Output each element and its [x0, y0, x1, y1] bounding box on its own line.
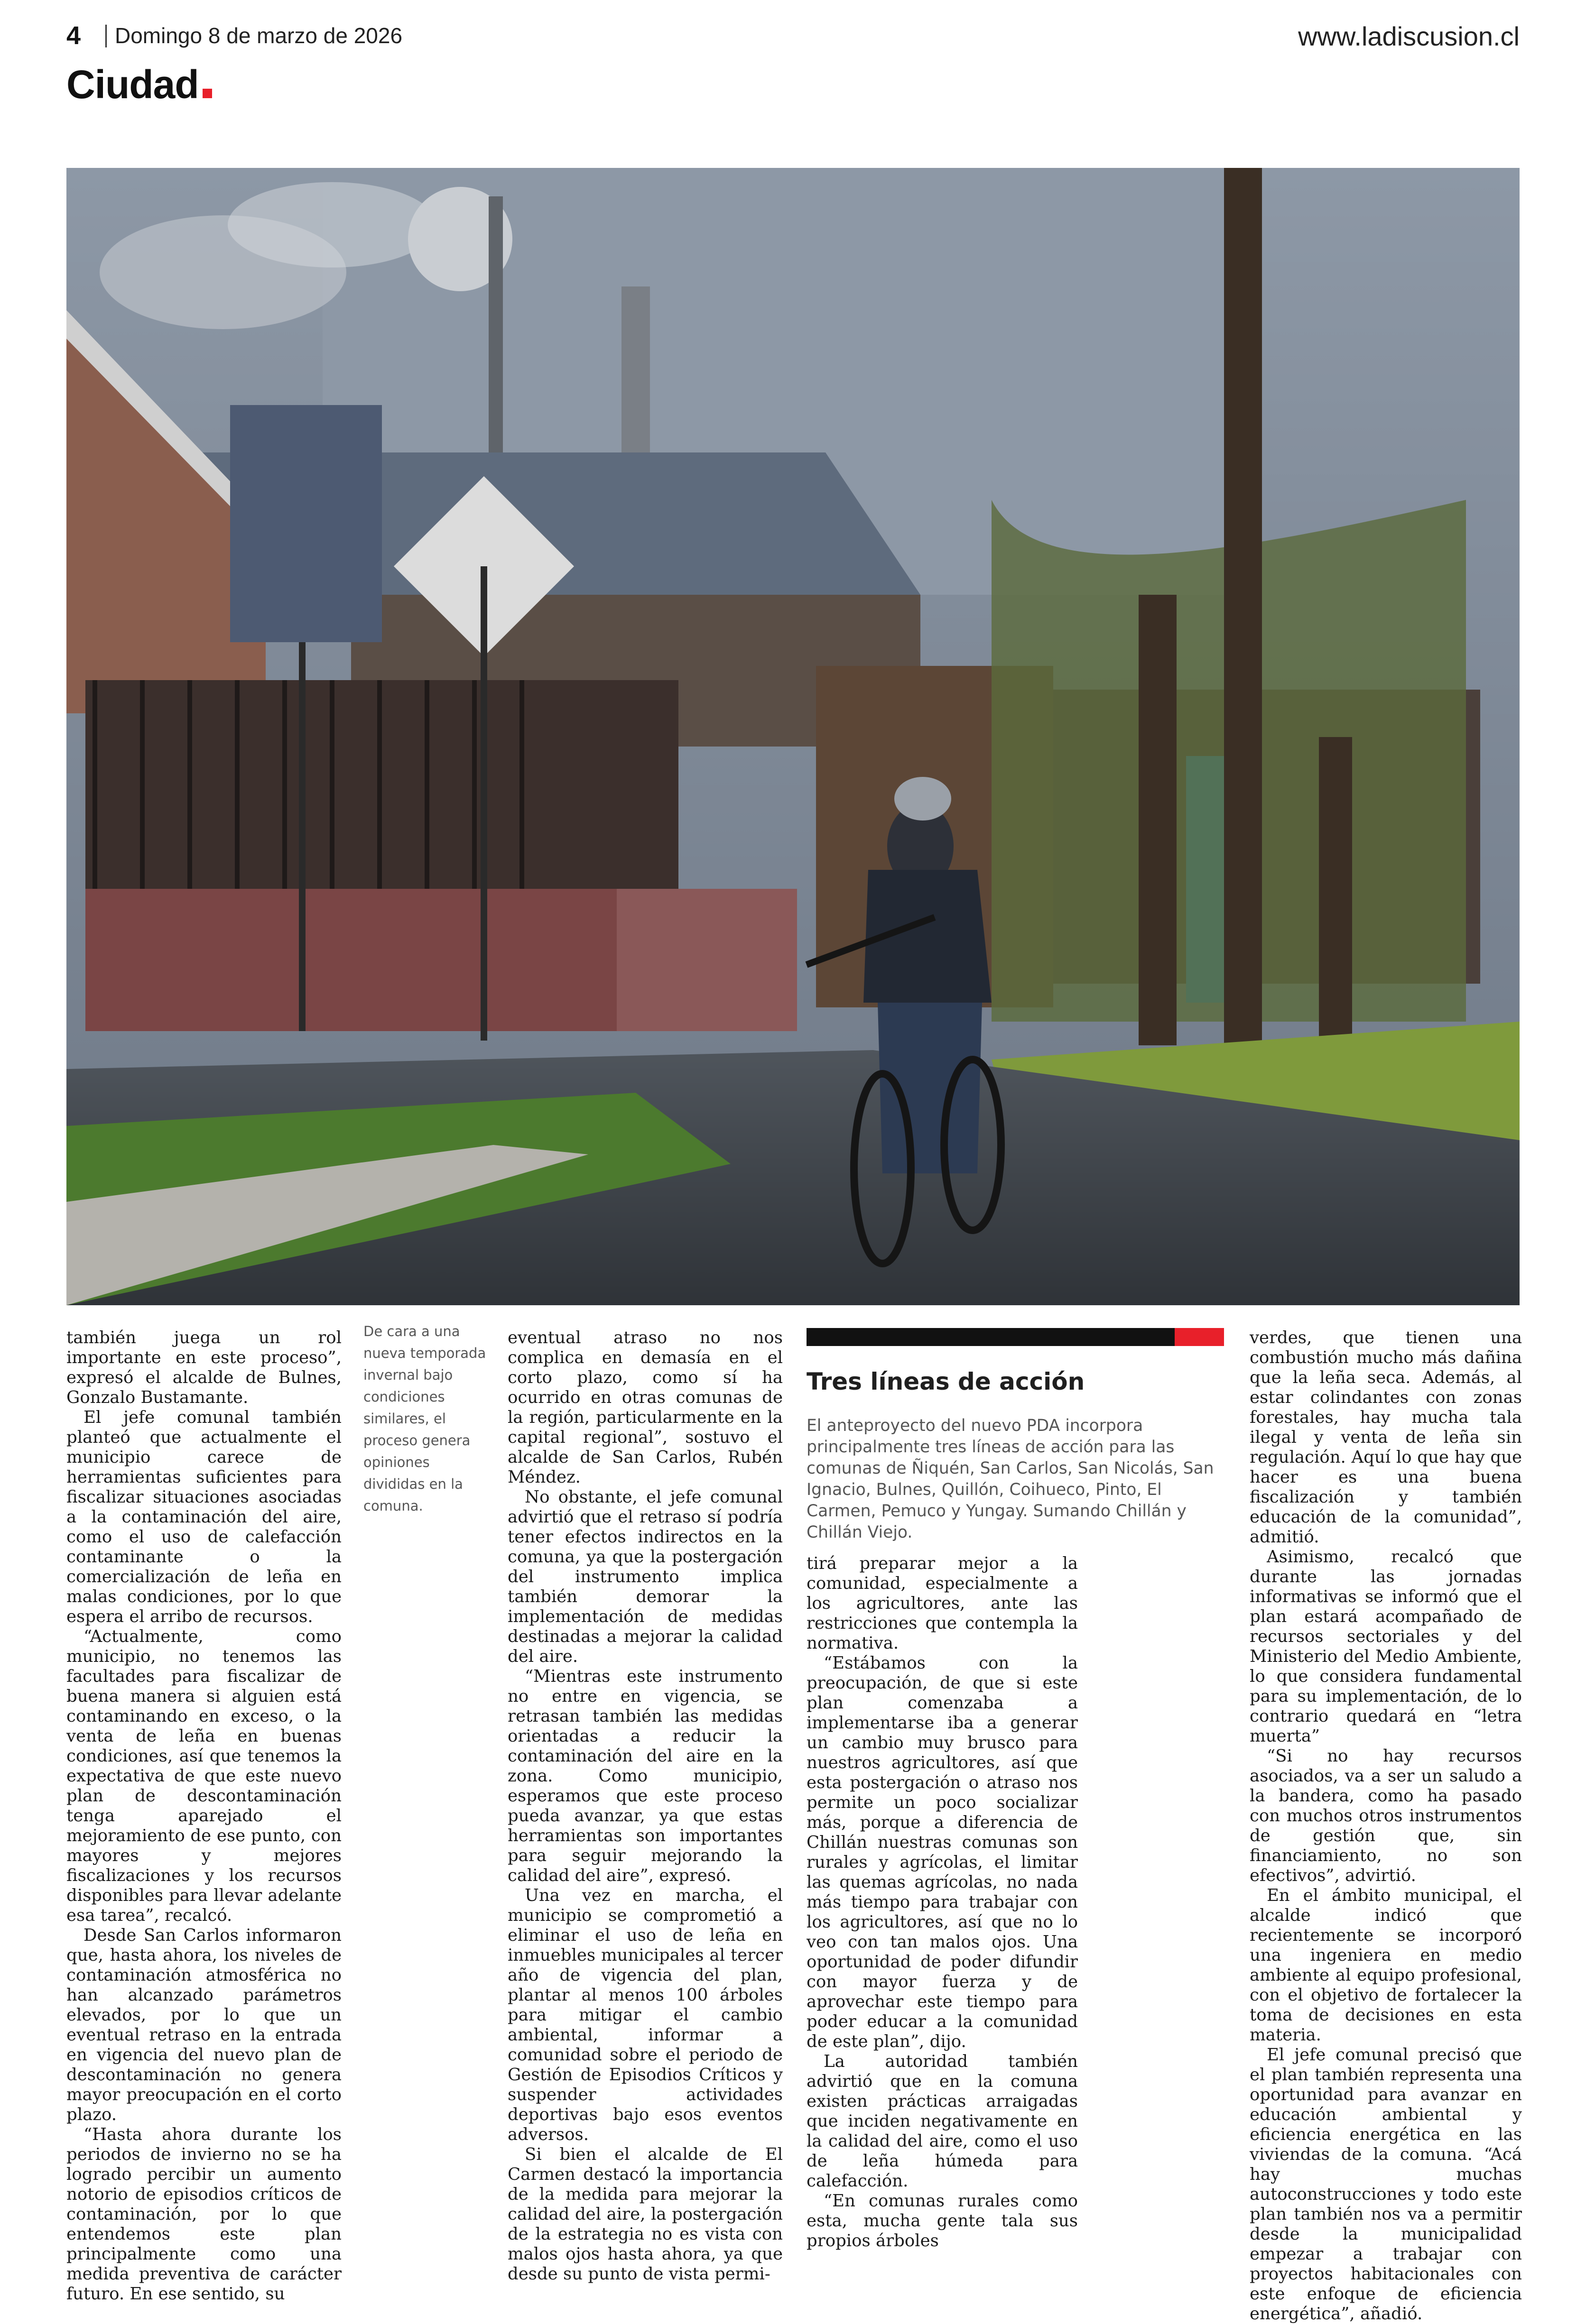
section-title: [66, 62, 212, 108]
paragraph: Si bien el alcalde de El Carmen destacó la importancia de la medida para mejorar la calidad del aire, la postergación de la estrategia no es vista con malos ojos hasta ahora, ya que desde su punto de vista permi-: [508, 2145, 783, 2284]
article-column-3: [807, 1554, 1078, 2251]
paragraph: No obstante, el jefe comunal advirtió que el retraso sí podría tener efectos indirectos en la comuna, ya que la postergación del instrumento implica también demorar la implementación de medidas destinadas a mejorar la calidad del aire.: [508, 1487, 783, 1666]
box-title: Tres líneas de acción: [807, 1368, 1085, 1395]
paragraph: Una vez en marcha, el municipio se comprometió a eliminar el uso de leña en inmuebles municipales al tercer año de vigencia del plan, plantar al menos 100 árboles para mitigar el cambio ambiental, informar a comunidad sobre el periodo de Gestión de Episodios Críticos y suspender actividades deportivas bajo esos eventos adversos.: [508, 1886, 783, 2144]
paragraph: también juega un rol importante en este proceso”, expresó el alcalde de Bulnes, Gonzalo Bustamante.: [66, 1328, 342, 1407]
article-column-1: [66, 1328, 342, 2304]
box-text: El anteproyecto del nuevo PDA incorpora principalmente tres líneas de acción para las comunas de Ñiquén, San Carlos, San Nicolás, San Ignacio, Bulnes, Quillón, Coihueco, Pinto, El Carmen, Pemuco y Yungay. Sumando Chillán y Chillán Viejo.: [807, 1416, 1214, 1542]
paragraph: verdes, que tienen una combustión mucho más dañina que la leña seca. Además, al estar colindantes con zonas forestales, hay mucha tala ilegal y venta de leña sin regulación. Aquí lo que hay que hacer es una buena fiscalización y también educación de la comunidad”, admitió.: [1250, 1328, 1522, 1547]
paragraph: “Hasta ahora durante los periodos de invierno no se ha logrado percibir un aumento notorio de episodios críticos de contaminación, por lo que entendemos este plan principalmente como una medida preventiva de carácter futuro. En ese sentido, su: [66, 2125, 342, 2304]
lead-photo: [66, 168, 1520, 1305]
paragraph: “Actualmente, como municipio, no tenemos las facultades para fiscalizar de buena manera si alguien está contaminando en exceso, o la venta de leña en buenas condiciones, así que tenemos la expectativa de que este nuevo plan de descontaminación tenga aparejado el mejoramiento de ese punto, con mayores y mejores fiscalizaciones y los recursos disponibles para llevar adelante esa tarea”, recalcó.: [66, 1627, 342, 1925]
page-header: [0, 0, 1586, 161]
box-rule-accent: [1175, 1328, 1224, 1346]
paragraph: En el ámbito municipal, el alcalde indicó que recientemente se incorporó una ingeniera en medio ambiente al equipo profesional, con el objetivo de fortalecer la toma de decisiones en esta materia.: [1250, 1886, 1522, 2045]
paragraph: “En comunas rurales como esta, mucha gente tala sus propios árboles: [807, 2191, 1078, 2250]
paragraph: Desde San Carlos informaron que, hasta ahora, los niveles de contaminación atmosférica no han alcanzado parámetros elevados, por lo que un eventual retraso en la entrada en vigencia del nuevo plan de descontaminación no genera mayor preocupación en el corto plazo.: [66, 1926, 342, 2124]
page-number: 4: [66, 21, 81, 50]
box-rule: [807, 1328, 1224, 1346]
article-column-2: [508, 1328, 783, 2284]
paragraph: tirá preparar mejor a la comunidad, especialmente a los agricultores, ante las restricciones que contempla la normativa.: [807, 1554, 1078, 1653]
paragraph: El jefe comunal también planteó que actualmente el municipio carece de herramientas suficientes para fiscalizar situaciones asociadas a la contaminación del aire, como el uso de calefacción contaminante o la comercialización de leña en malas condiciones, por lo que espera el arribo de recursos.: [66, 1408, 342, 1626]
paragraph: La autoridad también advirtió que en la comuna existen prácticas arraigadas que inciden negativamente en la calidad del aire, como el uso de leña húmeda para calefacción.: [807, 2052, 1078, 2191]
issue-date: Domingo 8 de marzo de 2026: [115, 23, 403, 48]
section-dot-icon: [203, 89, 212, 98]
paragraph: “Mientras este instrumento no entre en vigencia, se retrasan también las medidas orientadas a reducir la contaminación del aire en la zona. Como municipio, esperamos que este proceso pueda avanzar, ya que estas herramientas son importantes para seguir mejorando la calidad del aire”, expresó.: [508, 1667, 783, 1885]
photo-caption: De cara a una nueva temporada invernal bajo condiciones similares, el proceso genera opiniones divididas en la comuna.: [363, 1323, 486, 1514]
section-label: Ciudad: [66, 62, 199, 107]
paragraph: “Estábamos con la preocupación, de que si este plan comenzaba a implementarse iba a generar un cambio muy brusco para nuestros agricultores, así que esta postergación o atraso nos permite un poco socializar más, porque a diferencia de Chillán nuestras comunas son rurales y agrícolas, el limitar las quemas agrícolas, no nada más tiempo para trabajar con los agricultores, así que no lo veo con tan malos ojos. Una oportunidad de poder difundir con mayor fuerza y de aprovechar este tiempo para poder educar a la comunidad de este plan”, dijo.: [807, 1653, 1078, 2051]
sidebar-box: [807, 1328, 1224, 1543]
paragraph: eventual atraso no nos complica en demasía en el corto plazo, como sí ha ocurrido en otras comunas de la región, particularmente en la capital regional”, sostuvo el alcalde de San Carlos, Rubén Méndez.: [508, 1328, 783, 1487]
paragraph: “Si no hay recursos asociados, va a ser un saludo a la bandera, como ha pasado con muchos otros instrumentos de gestión que, sin financiamiento, no son efectivos”, advirtió.: [1250, 1746, 1522, 1885]
header-divider: [105, 25, 107, 47]
paragraph: El jefe comunal precisó que el plan también representa una oportunidad para avanzar en educación ambiental y eficiencia energética en las viviendas de la comuna. “Acá hay muchas autoconstrucciones y todo este plan también nos va a permitir desde la municipalidad empezar a trabajar con proyectos habitacionales con este enfoque de eficiencia energética”, añadió.: [1250, 2045, 1522, 2324]
website-link[interactable]: www.ladiscusion.cl: [1298, 21, 1520, 51]
article-column-4: [1250, 1328, 1522, 2324]
paragraph: Asimismo, recalcó que durante las jornadas informativas se informó que el plan estará acompañado de recursos sectoriales y del Ministerio del Medio Ambiente, lo que considera fundamental para su implementación, de lo contrario quedará en “letra muerta”: [1250, 1547, 1522, 1746]
